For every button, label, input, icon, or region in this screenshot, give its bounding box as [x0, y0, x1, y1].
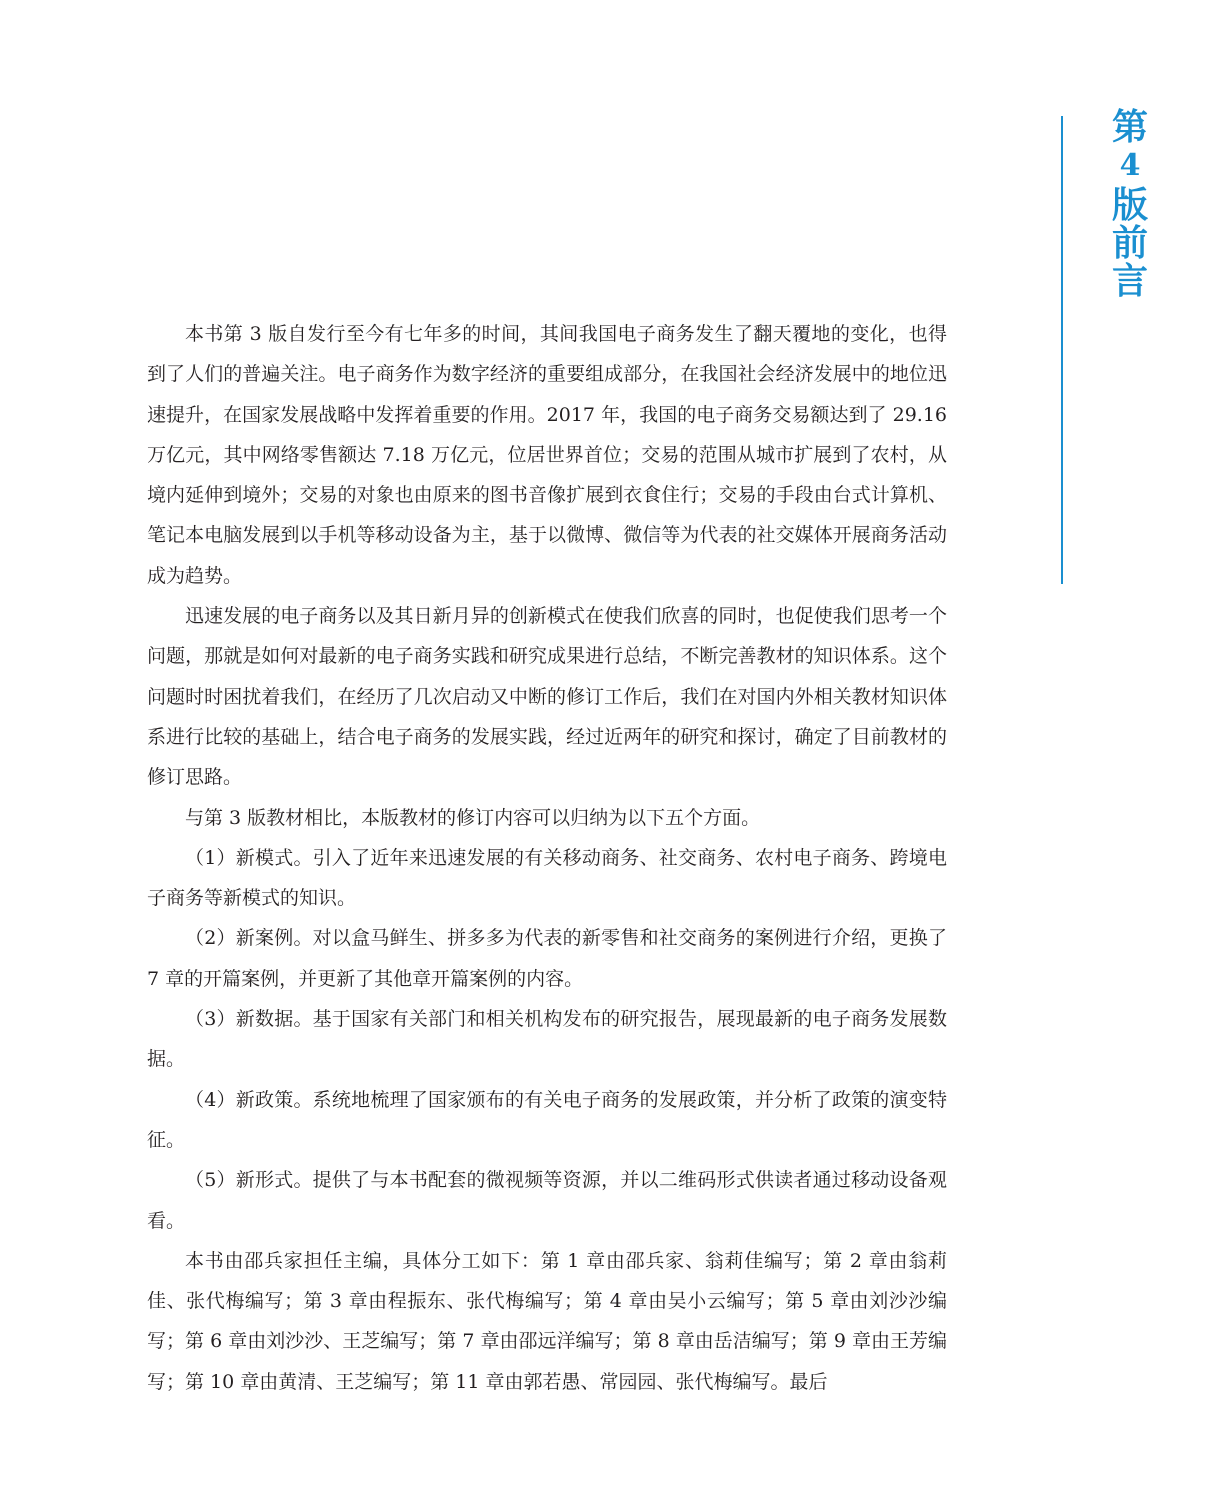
paragraph-item-5: （5）新形式。提供了与本书配套的微视频等资源，并以二维码形式供读者通过移动设备观看。	[147, 1169, 947, 1232]
paragraph-motivation: 迅速发展的电子商务以及其日新月异的创新模式在使我们欣喜的同时，也促使我们思考一个问题，那就是如何对最新的电子商务实践和研究成果进行总结，不断完善教材的知识体系。这个问题时时困扰着我们，在经历了几次启动又中断的修订工作后，我们在对国内外相关教材知识体系进行比较的基础上，结合电子商务的发展实践，经过近两年的研究和探讨，确定了目前教材的修订思路。	[147, 605, 947, 789]
paragraph-item-3: （3）新数据。基于国家有关部门和相关机构发布的研究报告，展现最新的电子商务发展数据。	[147, 1008, 947, 1071]
title-char: 版	[1111, 184, 1148, 226]
paragraph-authors: 本书由邵兵家担任主编，具体分工如下：第 1 章由邵兵家、翁莉佳编写；第 2 章由翁莉佳、张代梅编写；第 3 章由程振东、张代梅编写；第 4 章由吴小云编写；第 5 章由刘沙沙编写；第 6 章由刘沙沙、王芝编写；第 7 章由邵远洋编写；第 8 章由岳洁编写；第 9 章由王芳编写；第 10 章由黄清、王芝编写；第 11 章由郭若愚、常园园、张代梅编写。最后	[147, 1249, 947, 1393]
paragraph-item-4: （4）新政策。系统地梳理了国家颁布的有关电子商务的发展政策，并分析了政策的演变特征。	[147, 1088, 947, 1151]
side-rule	[1061, 116, 1063, 584]
title-char: 言	[1111, 260, 1148, 302]
preface-body	[147, 314, 947, 1402]
paragraph-summary: 与第 3 版教材相比，本版教材的修订内容可以归纳为以下五个方面。	[185, 806, 761, 829]
title-char: 第	[1111, 106, 1148, 148]
title-char: 前	[1111, 222, 1148, 264]
paragraph-item-1: （1）新模式。引入了近年来迅速发展的有关移动商务、社交商务、农村电子商务、跨境电子商务等新模式的知识。	[147, 846, 947, 910]
title-char: 4	[1119, 148, 1141, 183]
chapter-title-vertical	[1108, 108, 1152, 300]
paragraph-item-2: （2）新案例。对以盒马鲜生、拼多多为代表的新零售和社交商务的案例进行介绍，更换了 7 章的开篇案例，并更新了其他章开篇案例的内容。	[147, 927, 947, 990]
paragraph-intro: 本书第 3 版自发行至今有七年多的时间，其间我国电子商务发生了翻天覆地的变化，也得到了人们的普遍关注。电子商务作为数字经济的重要组成部分，在我国社会经济发展中的地位迅速提升，在国家发展战略中发挥着重要的作用。2017 年，我国的电子商务交易额达到了 29.16 万亿元，其中网络零售额达 7.18 万亿元，位居世界首位；交易的范围从城市扩展到了农村，从境内延伸到境外；交易的对象也由原来的图书音像扩展到衣食住行；交易的手段由台式计算机、笔记本电脑发展到以手机等移动设备为主，基于以微博、微信等为代表的社交媒体开展商务活动成为趋势。	[147, 323, 947, 587]
